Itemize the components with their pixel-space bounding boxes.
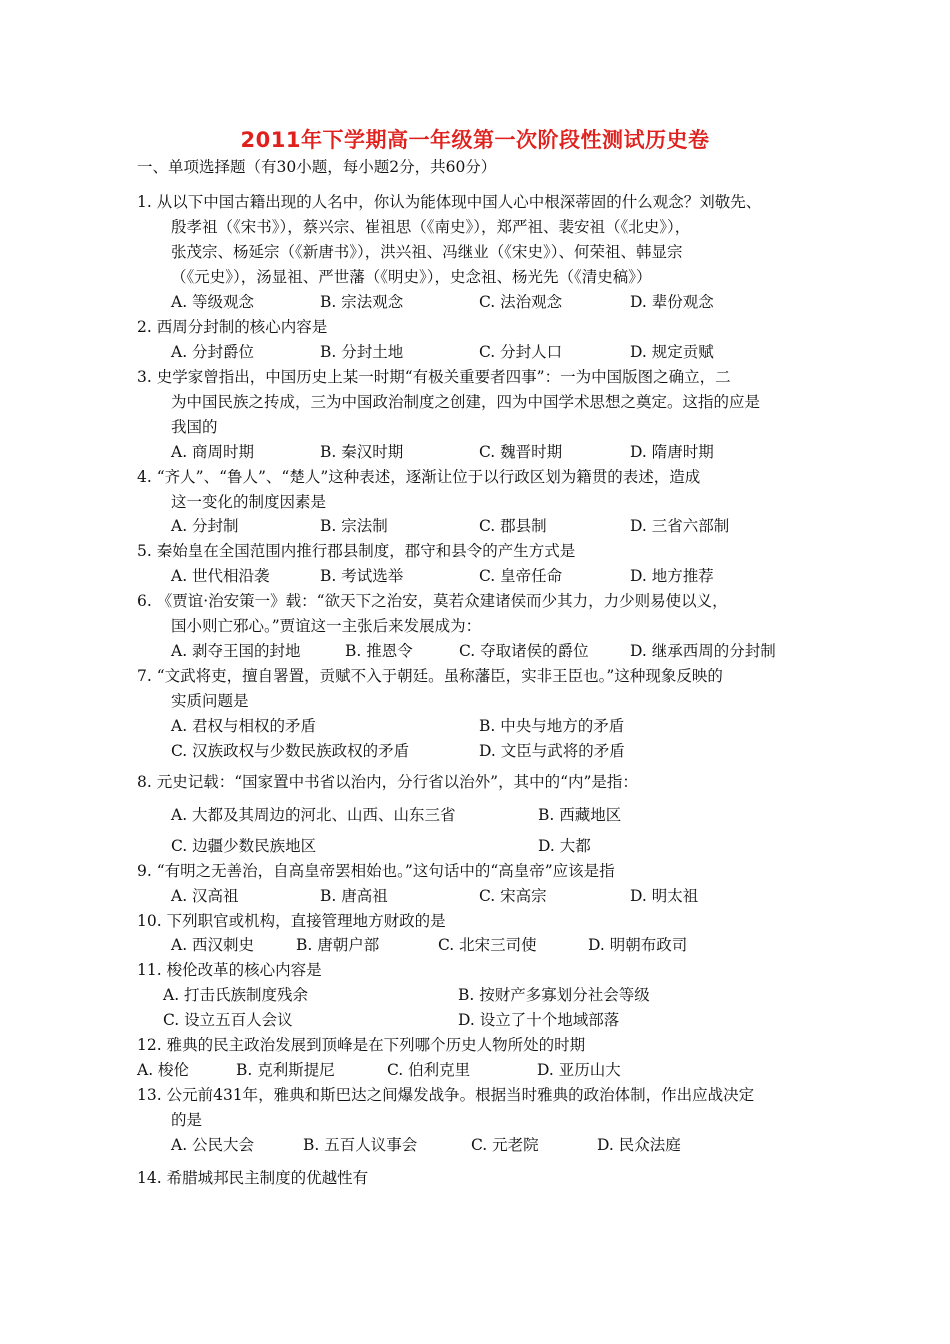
question-1-option-c: C. 法治观念 [479,293,563,311]
question-2-line-1: 2. 西周分封制的核心内容是 [137,318,328,336]
question-11-option-d: D. 设立了十个地域部落 [458,1011,620,1029]
question-8-option-b: B. 西藏地区 [538,806,622,824]
question-1-option-d: D. 辈份观念 [630,293,714,311]
question-3-option-c: C. 魏晋时期 [479,443,563,461]
question-4-option-c: C. 郡县制 [479,517,547,535]
question-2-option-d: D. 规定贡赋 [630,343,714,361]
question-4-option-a: A. 分封制 [171,517,239,535]
question-3-option-b: B. 秦汉时期 [320,443,404,461]
question-9-option-a: A. 汉高祖 [171,887,239,905]
question-1-line-4: （《元史》），汤显祖、严世藩（《明史》），史念祖、杨光先（《清史稿》） [171,268,652,286]
question-7-line-2: 实质问题是 [171,692,249,710]
question-1-line-1: 1. 从以下中国古籍出现的人名中，你认为能体现中国人心中根深蒂固的什么观念？刘敬先、 [137,193,762,211]
question-12-option-a: A. 梭伦 [137,1061,190,1079]
question-6-option-c: C. 夺取诸侯的爵位 [459,642,589,660]
question-10-option-c: C. 北宋三司使 [438,936,537,954]
question-12-line-1: 12. 雅典的民主政治发展到顶峰是在下列哪个历史人物所处的时期 [137,1036,586,1054]
question-4-option-b: B. 宗法制 [320,517,388,535]
question-1-option-a: A. 等级观念 [171,293,255,311]
question-2-option-a: A. 分封爵位 [171,343,255,361]
question-1-option-b: B. 宗法观念 [320,293,404,311]
question-4-option-d: D. 三省六部制 [630,517,730,535]
question-10-line-1: 10. 下列职官或机构，直接管理地方财政的是 [137,912,446,930]
question-3-option-a: A. 商周时期 [171,443,255,461]
question-13-line-2: 的是 [171,1111,203,1129]
question-7-option-b: B. 中央与地方的矛盾 [479,717,625,735]
question-11-option-c: C. 设立五百人会议 [163,1011,293,1029]
question-13-option-c: C. 元老院 [471,1136,539,1154]
question-3-line-3: 我国的 [171,418,218,436]
question-5-option-a: A. 世代相沿袭 [171,567,270,585]
exam-title: 2011年下学期高一年级第一次阶段性测试历史卷 [240,128,710,152]
question-12-option-c: C. 伯利克里 [387,1061,471,1079]
question-7-line-1: 7. “文武将吏，擅自署置，贡赋不入于朝廷。虽称藩臣，实非王臣也。”这种现象反映的 [137,667,723,685]
question-1-line-3: 张茂宗、杨延宗（《新唐书》），洪兴祖、冯继业（《宋史》）、何荣祖、韩显宗 [171,243,683,261]
question-4-line-2: 这一变化的制度因素是 [171,493,327,511]
question-6-line-2: 国小则亡邪心。”贾谊这一主张后来发展成为： [171,617,482,635]
question-13-option-b: B. 五百人议事会 [303,1136,418,1154]
question-2-option-c: C. 分封人口 [479,343,563,361]
question-9-line-1: 9. “有明之无善治，自高皇帝罢相始也。”这句话中的“高皇帝”应该是指 [137,862,615,880]
question-7-option-d: D. 文臣与武将的矛盾 [479,742,625,760]
question-8-option-d: D. 大都 [538,837,591,855]
question-11-line-1: 11. 梭伦改革的核心内容是 [137,961,322,979]
question-12-option-d: D. 亚历山大 [537,1061,621,1079]
question-5-option-b: B. 考试选举 [320,567,404,585]
question-3-option-d: D. 隋唐时期 [630,443,714,461]
question-9-option-c: C. 宋高宗 [479,887,547,905]
question-13-option-a: A. 公民大会 [171,1136,255,1154]
question-14-line-1: 14. 希腊城邦民主制度的优越性有 [137,1169,369,1187]
question-10-option-d: D. 明朝布政司 [588,936,688,954]
question-7-option-c: C. 汉族政权与少数民族政权的矛盾 [171,742,410,760]
question-9-option-b: B. 唐高祖 [320,887,388,905]
question-9-option-d: D. 明太祖 [630,887,699,905]
question-6-line-1: 6. 《贾谊·治安策一》载：“欲天下之治安，莫若众建诸侯而少其力，力少则易使以义， [137,592,728,610]
question-3-line-1: 3. 史学家曾指出，中国历史上某一时期“有极关重要者四事”：一为中国版图之确立，二 [137,368,731,386]
question-6-option-d: D. 继承西周的分封制 [630,642,776,660]
question-8-option-c: C. 边疆少数民族地区 [171,837,317,855]
question-4-line-1: 4. “齐人”、“鲁人”、“楚人”这种表述，逐渐让位于以行政区划为籍贯的表述，造成 [137,468,701,486]
question-13-option-d: D. 民众法庭 [597,1136,681,1154]
question-11-option-a: A. 打击氏族制度残余 [163,986,309,1004]
question-3-line-2: 为中国民族之抟成，三为中国政治制度之创建，四为中国学术思想之奠定。这指的应是 [171,393,761,411]
question-10-option-b: B. 唐朝户部 [296,936,380,954]
question-5-option-d: D. 地方推荐 [630,567,714,585]
question-11-option-b: B. 按财产多寡划分社会等级 [458,986,650,1004]
question-6-option-b: B. 推恩令 [345,642,413,660]
question-5-line-1: 5. 秦始皇在全国范围内推行郡县制度，郡守和县令的产生方式是 [137,542,576,560]
question-8-line-1: 8. 元史记载：“国家置中书省以治内，分行省以治外”，其中的“内”是指： [137,773,638,791]
question-8-option-a: A. 大都及其周边的河北、山西、山东三省 [171,806,456,824]
question-10-option-a: A. 西汉刺史 [171,936,255,954]
question-2-option-b: B. 分封土地 [320,343,404,361]
question-1-line-2: 殷孝祖（《宋书》），蔡兴宗、崔祖思（《南史》），郑严祖、裴安祖（《北史》）， [171,218,691,236]
question-13-line-1: 13. 公元前431年，雅典和斯巴达之间爆发战争。根据当时雅典的政治体制，作出应战决定 [137,1086,755,1104]
question-5-option-c: C. 皇帝任命 [479,567,563,585]
question-6-option-a: A. 剥夺王国的封地 [171,642,301,660]
question-7-option-a: A. 君权与相权的矛盾 [171,717,317,735]
question-12-option-b: B. 克利斯提尼 [236,1061,335,1079]
section-heading: 一、单项选择题（有30小题，每小题2分，共60分） [137,158,497,176]
